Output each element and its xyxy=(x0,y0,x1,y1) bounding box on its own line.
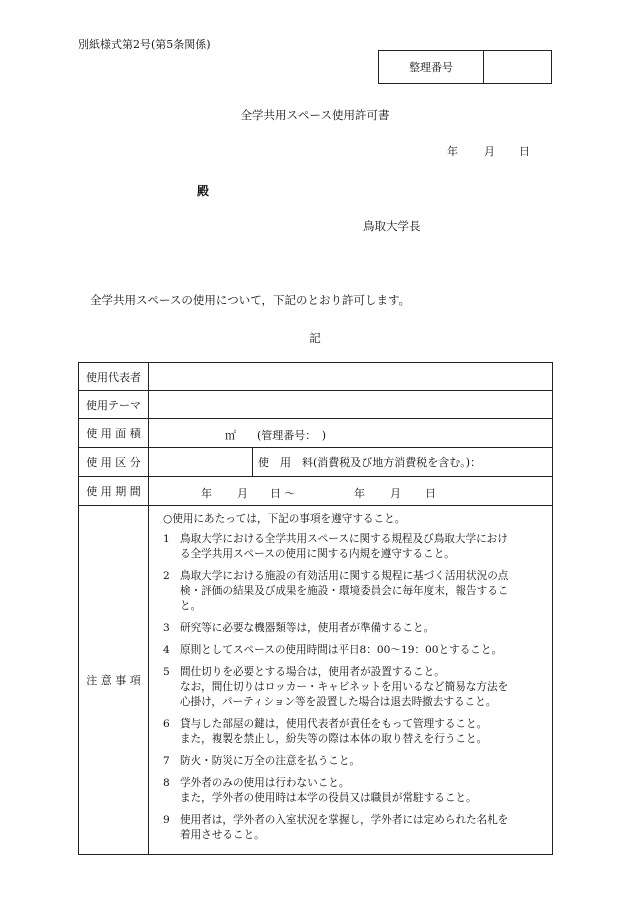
note-number: 7 xyxy=(163,755,170,767)
management-number-label: 整理番号 xyxy=(379,51,484,83)
area-cell xyxy=(149,419,553,448)
note-number: 4 xyxy=(163,644,170,656)
table-row xyxy=(79,477,553,506)
note-text xyxy=(180,813,544,843)
note-number: 3 xyxy=(163,622,170,634)
area-unit: ㎡ xyxy=(225,429,236,442)
period-day-end: 日 xyxy=(425,487,436,500)
note-number: 1 xyxy=(163,533,170,545)
issuer-name: 鳥取大学長 xyxy=(363,219,421,233)
theme-label: 使用テーマ xyxy=(79,391,149,419)
note-number: 2 xyxy=(163,570,170,582)
note-item xyxy=(163,754,544,769)
note-line: 研究等に必要な機器類等は，使用者が準備すること。 xyxy=(180,622,435,634)
note-line: 学外者のみの使用は行わないこと。 xyxy=(180,777,350,789)
note-line: と。 xyxy=(180,600,202,612)
addressee-suffix: 殿 xyxy=(197,184,210,198)
note-text xyxy=(180,621,544,636)
theme-value xyxy=(149,391,553,419)
category-value xyxy=(149,448,253,476)
notes-cell xyxy=(149,506,553,855)
period-year-end: 年 xyxy=(354,487,365,500)
note-line: 心掛け，パーティション等を設置した場合は退去時撤去すること。 xyxy=(180,696,497,708)
period-year-start: 年 xyxy=(201,487,212,500)
note-number: 6 xyxy=(163,718,170,730)
note-line: 原則としてスペースの使用時間は平日8：00～19：00とすること。 xyxy=(180,644,503,656)
note-text xyxy=(180,776,544,806)
note-text xyxy=(180,754,544,769)
note-line: 防火・防災に万全の注意を払うこと。 xyxy=(180,755,361,767)
table-row xyxy=(79,363,553,391)
note-text xyxy=(180,665,544,710)
note-line: なお，間仕切りはロッカー・キャビネットを用いるなど簡易な方法を xyxy=(180,681,509,693)
page-title: 全学共用スペース使用許可書 xyxy=(240,108,390,122)
note-item xyxy=(163,813,544,843)
note-line: 間仕切りを必要とする場合は，使用者が設置すること。 xyxy=(180,666,445,678)
fee-label: 使 用 料(消費税及び地方消費税を含む。)： xyxy=(258,456,482,469)
note-text xyxy=(180,717,544,747)
note-number: 8 xyxy=(163,777,170,789)
period-month-end: 月 xyxy=(390,487,401,500)
period-label: 使 用 期 間 xyxy=(79,477,149,506)
table-row xyxy=(79,506,553,855)
category-cell xyxy=(149,448,553,477)
note-item xyxy=(163,569,544,614)
note-item xyxy=(163,643,544,658)
management-number-box xyxy=(378,50,552,84)
permit-table xyxy=(78,362,553,855)
note-line: 鳥取大学における施設の有効活用に関する規程に基づく活用状況の点 xyxy=(180,570,509,582)
representative-value xyxy=(149,363,553,391)
note-item xyxy=(163,621,544,636)
note-number: 9 xyxy=(163,814,170,826)
form-number-note: 別紙様式第2号(第5条関係) xyxy=(78,38,211,51)
note-item xyxy=(163,532,544,562)
note-line: また，学外者の使用時は本学の役員又は職員が常駐すること。 xyxy=(180,792,477,804)
note-text xyxy=(180,532,544,562)
table-row xyxy=(79,391,553,419)
note-text xyxy=(180,569,544,614)
period-cell xyxy=(149,477,553,506)
note-text xyxy=(180,643,544,658)
area-mgmt-number: (管理番号： ) xyxy=(257,429,327,442)
representative-label: 使用代表者 xyxy=(79,363,149,391)
table-row xyxy=(79,419,553,448)
date-day: 日 xyxy=(519,145,530,158)
period-month-start: 月 xyxy=(237,487,248,500)
area-label: 使 用 面 積 xyxy=(79,419,149,448)
note-line: 使用者は，学外者の入室状況を掌握し，学外者には定められた名札を xyxy=(180,814,509,826)
note-line: 貸与した部屋の鍵は，使用代表者が責任をもって管理すること。 xyxy=(180,718,488,730)
notes-list xyxy=(149,506,552,854)
table-row xyxy=(79,448,553,477)
note-line: 着用させること。 xyxy=(180,829,265,841)
note-line: る全学共用スペースの使用に関する内規を遵守すること。 xyxy=(180,548,455,560)
period-day-start: 日 ～ xyxy=(270,487,296,500)
note-line: 検・評価の結果及び成果を施設・環境委員会に毎年度末，報告するこ xyxy=(180,585,509,597)
note-item xyxy=(163,665,544,710)
date-month: 月 xyxy=(484,145,495,158)
category-label: 使 用 区 分 xyxy=(79,448,149,477)
management-number-value xyxy=(484,51,551,83)
notes-heading: ○使用にあたっては，下記の事項を遵守すること。 xyxy=(163,513,406,525)
note-line: 鳥取大学における全学共用スペースに関する規程及び鳥取大学におけ xyxy=(180,533,508,545)
note-item xyxy=(163,717,544,747)
note-number: 5 xyxy=(163,666,170,678)
note-line: また，複製を禁止し，紛失等の際は本体の取り替えを行うこと。 xyxy=(180,733,488,745)
ki-heading: 記 xyxy=(309,331,321,345)
date-year: 年 xyxy=(447,145,458,158)
body-text: 全学共用スペースの使用について，下記のとおり許可します。 xyxy=(90,293,411,307)
note-item xyxy=(163,776,544,806)
notes-label: 注 意 事 項 xyxy=(79,506,149,855)
